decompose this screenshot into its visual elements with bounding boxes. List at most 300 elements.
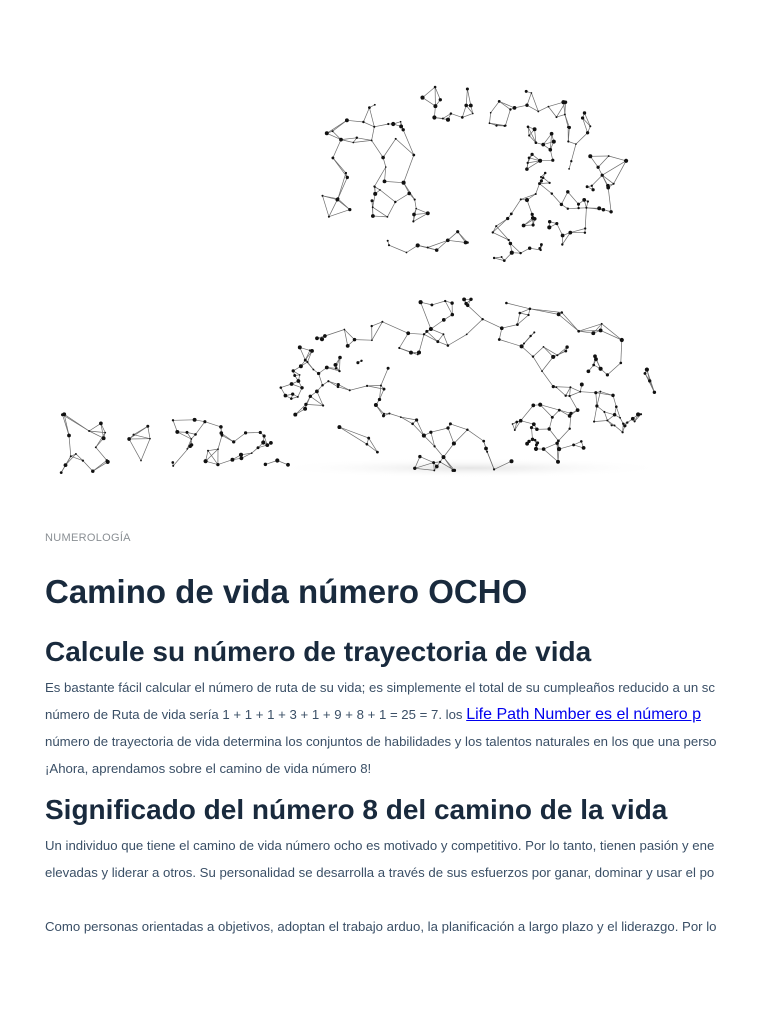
mesh-line	[515, 105, 528, 108]
mesh-point	[292, 369, 295, 372]
mesh-point	[430, 303, 433, 306]
mesh-line	[431, 428, 448, 432]
mesh-point	[500, 326, 504, 330]
mesh-line	[431, 320, 444, 329]
mesh-point	[469, 298, 472, 301]
mesh-line	[454, 430, 468, 444]
mesh-point	[493, 468, 495, 470]
mesh-point	[585, 207, 587, 209]
mesh-point	[217, 448, 219, 450]
mesh-point	[149, 438, 151, 440]
mesh-line	[423, 87, 436, 98]
mesh-line	[381, 368, 388, 385]
mesh-line	[552, 410, 559, 417]
mesh-line	[536, 184, 540, 194]
mesh-line	[533, 347, 544, 357]
mesh-line	[373, 216, 388, 217]
mesh-line	[419, 334, 424, 352]
mesh-point	[569, 412, 572, 415]
mesh-point	[519, 419, 523, 423]
mesh-point	[564, 114, 566, 116]
mesh-line	[89, 423, 101, 431]
mesh-point	[412, 154, 415, 157]
mesh-line	[417, 420, 424, 436]
mesh-point	[558, 409, 561, 412]
mesh-point	[303, 407, 307, 411]
mesh-line	[558, 429, 569, 441]
number-eight-wireframe-image	[0, 0, 768, 500]
mesh-point	[611, 424, 613, 426]
mesh-line	[404, 183, 415, 200]
mesh-point	[648, 379, 651, 382]
mesh-point	[284, 394, 288, 398]
mesh-point	[619, 417, 621, 419]
paragraph-meaning-1	[45, 832, 735, 886]
mesh-line	[645, 373, 654, 392]
mesh-point	[388, 412, 390, 414]
mesh-point	[442, 318, 446, 322]
mesh-point	[412, 220, 414, 222]
mesh-line	[196, 422, 205, 435]
category-link[interactable]: NUMEROLOGÍA	[45, 532, 131, 544]
mesh-point	[541, 370, 543, 372]
mesh-point	[513, 106, 517, 110]
mesh-point	[613, 413, 616, 416]
mesh-point	[520, 198, 522, 200]
mesh-line	[341, 140, 353, 143]
mesh-point	[523, 342, 525, 344]
mesh-line	[521, 421, 534, 425]
mesh-point	[594, 357, 598, 361]
mesh-point	[104, 432, 106, 434]
mesh-line	[527, 200, 532, 214]
mesh-point	[371, 339, 373, 341]
mesh-point	[599, 328, 603, 332]
mesh-point	[265, 443, 269, 447]
mesh-line	[490, 113, 491, 124]
mesh-point	[386, 216, 388, 218]
mesh-point	[555, 222, 558, 225]
mesh-point	[75, 453, 77, 455]
mesh-point	[556, 460, 560, 464]
mesh-point	[501, 256, 503, 258]
mesh-line	[415, 200, 417, 209]
mesh-line	[218, 435, 222, 449]
mesh-point	[186, 448, 188, 450]
mesh-point	[564, 101, 567, 104]
mesh-point	[531, 438, 534, 441]
mesh-point	[525, 104, 528, 107]
mesh-point	[561, 234, 565, 238]
mesh-point	[528, 157, 531, 160]
mesh-point	[435, 465, 439, 469]
mesh-line	[83, 461, 93, 472]
mesh-point	[433, 104, 437, 108]
mesh-line	[568, 192, 579, 204]
mesh-line	[350, 386, 367, 390]
eight-shadow	[270, 458, 670, 478]
mesh-point	[293, 374, 296, 377]
mesh-line	[613, 395, 616, 406]
mesh-point	[555, 386, 557, 388]
mesh-line	[218, 460, 233, 465]
mesh-line	[579, 331, 594, 333]
mesh-line	[389, 414, 400, 418]
mesh-point	[280, 386, 283, 389]
mesh-point	[290, 397, 293, 400]
mesh-point	[300, 386, 303, 389]
mesh-point	[533, 331, 535, 333]
mesh-line	[511, 199, 521, 214]
mesh-point	[619, 362, 622, 365]
mesh-point	[462, 297, 466, 301]
mesh-point	[352, 142, 354, 144]
mesh-point	[512, 423, 514, 425]
mesh-line	[369, 108, 374, 127]
mesh-line	[129, 439, 141, 461]
mesh-point	[581, 116, 584, 119]
mesh-line	[369, 438, 378, 452]
mesh-point	[293, 413, 297, 417]
mesh-point	[321, 195, 323, 197]
mesh-line	[548, 102, 563, 106]
mesh-line	[341, 138, 357, 140]
mesh-point	[216, 463, 219, 466]
mesh-point	[552, 385, 555, 388]
mesh-point	[337, 425, 341, 429]
mesh-point	[286, 463, 290, 467]
mesh-point	[541, 143, 545, 147]
mesh-line	[367, 444, 378, 452]
mesh-point	[388, 244, 390, 246]
mesh-point	[532, 422, 536, 426]
mesh-point	[146, 425, 149, 428]
mesh-line	[323, 196, 329, 217]
mesh-point	[591, 185, 593, 187]
mesh-point	[373, 192, 377, 196]
mesh-point	[345, 118, 349, 122]
mesh-line	[561, 192, 567, 205]
mesh-point	[537, 110, 539, 112]
mesh-point	[423, 333, 425, 335]
mesh-point	[323, 334, 327, 338]
mesh-point	[509, 242, 512, 245]
mesh-line	[423, 98, 436, 107]
mesh-point	[597, 206, 601, 210]
mesh-point	[417, 354, 419, 356]
mesh-point	[621, 431, 623, 433]
mesh-line	[372, 127, 375, 141]
mesh-point	[373, 126, 375, 128]
mesh-point	[317, 372, 320, 375]
mesh-line	[597, 392, 601, 406]
mesh-point	[538, 403, 542, 407]
mesh-line	[408, 333, 424, 334]
paragraph-line: ¡Ahora, aprendamos sobre el camino de vida número 8!	[45, 761, 372, 776]
mesh-point	[603, 411, 605, 413]
mesh-point	[522, 224, 526, 228]
mesh-line	[435, 446, 444, 457]
mesh-point	[527, 314, 529, 316]
mesh-point	[414, 199, 416, 201]
mesh-point	[416, 243, 420, 247]
mesh-point	[240, 456, 244, 460]
mesh-point	[387, 367, 390, 370]
mesh-line	[549, 417, 552, 429]
mesh-point	[344, 329, 346, 331]
mesh-point	[531, 216, 535, 220]
mesh-line	[557, 224, 563, 236]
mesh-point	[356, 137, 358, 139]
mesh-point	[631, 417, 635, 421]
mesh-line	[404, 155, 414, 183]
mesh-point	[334, 363, 338, 367]
mesh-point	[551, 159, 554, 162]
mesh-point	[561, 243, 563, 245]
mesh-point	[290, 382, 294, 386]
mesh-point	[309, 395, 312, 398]
mesh-point	[565, 345, 568, 348]
mesh-point	[374, 104, 376, 106]
mesh-point	[644, 372, 647, 375]
mesh-point	[495, 225, 497, 227]
mesh-point	[371, 199, 374, 202]
mesh-point	[446, 238, 450, 242]
mesh-line	[531, 93, 538, 112]
mesh-point	[461, 116, 464, 119]
mesh-point	[127, 437, 131, 441]
mesh-point	[95, 446, 97, 448]
mesh-line	[395, 193, 409, 202]
mesh-line	[565, 102, 566, 114]
mesh-point	[515, 421, 518, 424]
mesh-line	[544, 443, 557, 449]
mesh-point	[446, 118, 450, 122]
mesh-point	[484, 447, 488, 451]
mesh-line	[592, 175, 602, 186]
mesh-point	[320, 337, 324, 341]
mesh-point	[432, 461, 435, 464]
mesh-line	[173, 420, 195, 421]
mesh-point	[230, 458, 234, 462]
mesh-point	[466, 428, 468, 430]
mesh-point	[482, 440, 485, 443]
mesh-point	[203, 420, 206, 423]
mesh-point	[335, 367, 337, 369]
mesh-point	[557, 447, 561, 451]
mesh-point	[331, 156, 334, 159]
mesh-point	[514, 429, 516, 431]
mesh-point	[402, 128, 405, 131]
mesh-point	[387, 123, 389, 125]
mesh-point	[60, 471, 63, 474]
mesh-point	[239, 453, 243, 457]
mesh-line	[585, 208, 586, 229]
mesh-line	[374, 167, 385, 187]
mesh-point	[433, 469, 435, 471]
mesh-point	[106, 459, 108, 461]
mesh-point	[529, 308, 532, 311]
mesh-line	[502, 325, 518, 329]
mesh-line	[609, 156, 626, 161]
mesh-point	[328, 216, 330, 218]
mesh-line	[403, 130, 414, 155]
mesh-line	[579, 330, 601, 331]
mesh-line	[621, 340, 622, 363]
mesh-point	[446, 426, 449, 429]
mesh-point	[415, 418, 418, 421]
mesh-point	[540, 249, 542, 251]
mesh-line	[570, 229, 585, 233]
mesh-point	[588, 154, 592, 158]
mesh-point	[366, 443, 369, 446]
mesh-point	[568, 427, 570, 429]
mesh-point	[582, 446, 586, 450]
mesh-point	[442, 118, 444, 120]
mesh-line	[363, 122, 374, 127]
mesh-point	[433, 445, 435, 447]
mesh-point	[606, 419, 608, 421]
mesh-point	[557, 313, 561, 317]
mesh-point	[172, 465, 174, 467]
mesh-point	[534, 439, 537, 442]
mesh-point	[594, 391, 597, 394]
mesh-line	[333, 140, 341, 158]
mesh-point	[556, 354, 558, 356]
mesh-point	[561, 311, 564, 314]
mesh-point	[596, 166, 599, 169]
mesh-point	[498, 100, 501, 103]
mesh-point	[429, 431, 432, 434]
mesh-point	[409, 351, 413, 355]
mesh-line	[387, 202, 395, 217]
mesh-point	[527, 162, 529, 164]
mesh-point	[550, 132, 554, 136]
mesh-point	[552, 140, 556, 144]
mesh-point	[371, 325, 373, 327]
mesh-line	[580, 392, 596, 393]
mesh-point	[580, 383, 584, 387]
mesh-point	[510, 251, 514, 255]
mesh-line	[306, 404, 323, 405]
mesh-line	[569, 161, 571, 169]
mesh-line	[540, 184, 552, 194]
mesh-point	[547, 427, 550, 430]
mesh-point	[567, 140, 569, 142]
mesh-point	[315, 336, 319, 340]
mesh-line	[437, 240, 448, 250]
mesh-point	[309, 349, 311, 351]
mesh-point	[599, 367, 603, 371]
mesh-point	[383, 179, 387, 183]
life-path-number-link[interactable]: Life Path Number es el número p	[466, 706, 701, 723]
mesh-point	[508, 239, 510, 241]
mesh-point	[570, 160, 572, 162]
mesh-point	[418, 455, 421, 458]
mesh-point	[425, 330, 428, 333]
mesh-point	[557, 440, 560, 443]
mesh-line	[451, 114, 462, 118]
mesh-point	[653, 391, 656, 394]
mesh-point	[368, 106, 371, 109]
mesh-point	[601, 174, 604, 177]
mesh-point	[579, 391, 581, 393]
mesh-point	[346, 344, 350, 348]
mesh-point	[624, 159, 628, 163]
mesh-point	[304, 359, 307, 362]
mesh-point	[584, 231, 586, 233]
mesh-line	[450, 424, 467, 430]
mesh-point	[586, 131, 589, 134]
paragraph-calculate	[45, 674, 735, 782]
mesh-point	[601, 323, 603, 325]
mesh-point	[560, 203, 563, 206]
wireframe-mesh	[60, 86, 656, 474]
mesh-line	[540, 183, 550, 184]
mesh-point	[442, 333, 444, 335]
mesh-point	[564, 350, 567, 353]
mesh-point	[510, 213, 513, 216]
mesh-point	[297, 396, 299, 398]
mesh-line	[205, 422, 221, 427]
mesh-line	[491, 101, 500, 112]
mesh-line	[373, 207, 388, 217]
mesh-line	[604, 412, 607, 421]
mesh-line	[549, 429, 558, 441]
mesh-point	[636, 412, 640, 416]
mesh-point	[532, 355, 534, 357]
mesh-point	[339, 138, 343, 142]
paragraph-line: Como personas orientadas a objetivos, adoptan el trabajo arduo, la planificación a largo plazo y el liderazgo. Por lo	[45, 919, 717, 934]
mesh-point	[540, 176, 542, 178]
mesh-line	[355, 340, 372, 341]
mesh-point	[531, 92, 533, 94]
mesh-point	[535, 141, 538, 144]
mesh-point	[140, 460, 142, 462]
mesh-point	[568, 395, 570, 397]
mesh-point	[506, 217, 509, 220]
mesh-point	[337, 383, 340, 386]
mesh-point	[535, 428, 539, 432]
mesh-point	[614, 425, 616, 427]
mesh-point	[436, 340, 439, 343]
mesh-point	[304, 403, 307, 406]
mesh-point	[385, 166, 387, 168]
mesh-line	[559, 410, 571, 413]
mesh-point	[551, 192, 553, 194]
mesh-point	[533, 127, 537, 131]
mesh-line	[338, 173, 346, 199]
mesh-line	[357, 138, 372, 141]
mesh-point	[259, 431, 262, 434]
mesh-line	[559, 445, 574, 449]
mesh-point	[495, 125, 497, 127]
mesh-line	[462, 105, 466, 117]
mesh-point	[575, 143, 577, 145]
mesh-point	[434, 86, 437, 89]
mesh-point	[505, 302, 508, 305]
mesh-line	[353, 140, 371, 142]
mesh-point	[587, 200, 589, 202]
mesh-line	[576, 133, 588, 144]
mesh-line	[559, 314, 579, 331]
mesh-point	[371, 139, 373, 141]
mesh-point	[193, 418, 197, 422]
mesh-line	[347, 120, 364, 122]
article-content	[45, 528, 735, 940]
mesh-point	[387, 240, 389, 242]
mesh-line	[399, 333, 408, 348]
